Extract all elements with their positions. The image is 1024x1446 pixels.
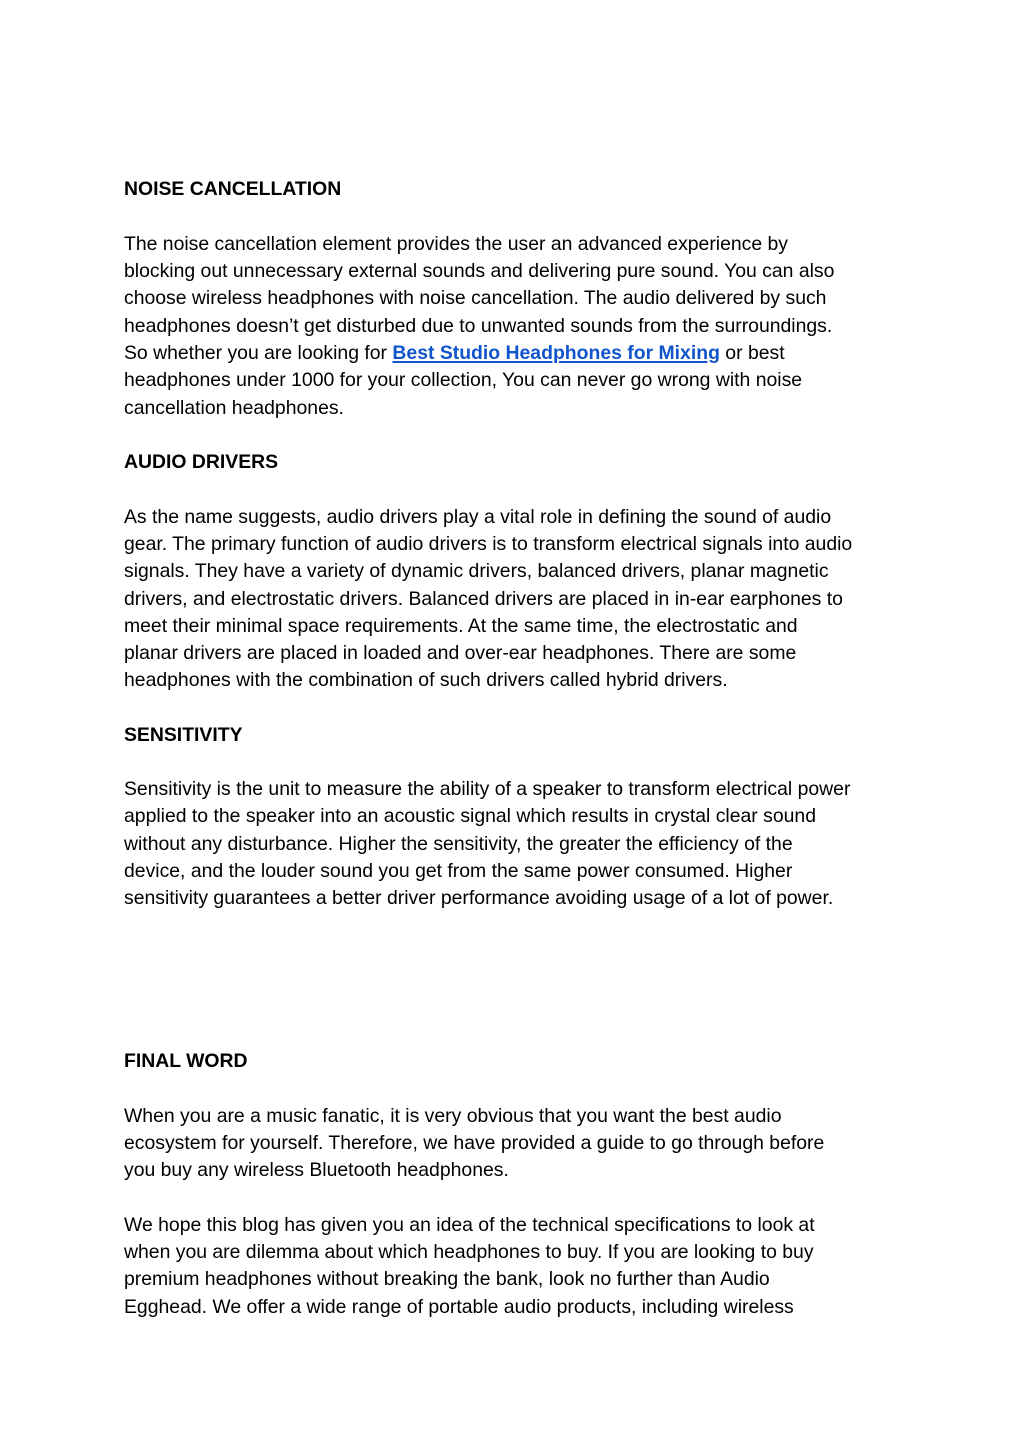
paragraph-line: premium headphones without breaking the bank, look no further than Audio [124,1268,770,1290]
section-heading-audio-drivers: AUDIO DRIVERS [124,451,279,473]
link-line-suffix: or best [719,342,785,364]
paragraph-line: cancellation headphones. [124,397,344,419]
section-heading-final-word: FINAL WORD [124,1050,248,1072]
paragraph-line: blocking out unnecessary external sounds and delivering pure sound. You can also [124,260,835,282]
paragraph-line-with-link [124,340,785,367]
section-heading-noise-cancellation: NOISE CANCELLATION [124,178,342,200]
paragraph-line: drivers, and electrostatic drivers. Balanced drivers are placed in in-ear earphones to [124,588,843,610]
link-line-prefix: So whether you are looking for [124,342,393,364]
paragraph-line: meet their minimal space requirements. At the same time, the electrostatic and [124,615,798,637]
paragraph-line: gear. The primary function of audio drivers is to transform electrical signals into audio [124,533,853,555]
paragraph-line: without any disturbance. Higher the sensitivity, the greater the efficiency of the [124,833,793,855]
paragraph-line: headphones doesn’t get disturbed due to unwanted sounds from the surroundings. [124,315,833,337]
paragraph-line: you buy any wireless Bluetooth headphones. [124,1159,509,1181]
paragraph-line: ecosystem for yourself. Therefore, we have provided a guide to go through before [124,1132,825,1154]
paragraph-line: Egghead. We offer a wide range of portable audio products, including wireless [124,1296,794,1318]
paragraph-line: device, and the louder sound you get from the same power consumed. Higher [124,860,793,882]
paragraph-line: We hope this blog has given you an idea of the technical specifications to look at [124,1214,815,1236]
section-heading-sensitivity: SENSITIVITY [124,724,243,746]
paragraph-line: applied to the speaker into an acoustic signal which results in crystal clear sound [124,805,816,827]
paragraph-line: signals. They have a variety of dynamic drivers, balanced drivers, planar magnetic [124,560,829,582]
paragraph-line: choose wireless headphones with noise cancellation. The audio delivered by such [124,287,827,309]
paragraph-line: The noise cancellation element provides the user an advanced experience by [124,233,789,255]
paragraph-line: As the name suggests, audio drivers play a vital role in defining the sound of audio [124,506,832,528]
paragraph-line: Sensitivity is the unit to measure the ability of a speaker to transform electrical power [124,778,851,800]
paragraph-line: headphones under 1000 for your collection, You can never go wrong with noise [124,369,803,391]
paragraph-line: When you are a music fanatic, it is very obvious that you want the best audio [124,1105,782,1127]
paragraph-line: headphones with the combination of such drivers called hybrid drivers. [124,669,728,691]
paragraph-line: planar drivers are placed in loaded and over-ear headphones. There are some [124,642,797,664]
paragraph-line: when you are dilemma about which headphones to buy. If you are looking to buy [124,1241,814,1263]
paragraph-line: sensitivity guarantees a better driver performance avoiding usage of a lot of power. [124,887,834,909]
best-studio-headphones-link[interactable]: Best Studio Headphones for Mixing [392,342,720,364]
